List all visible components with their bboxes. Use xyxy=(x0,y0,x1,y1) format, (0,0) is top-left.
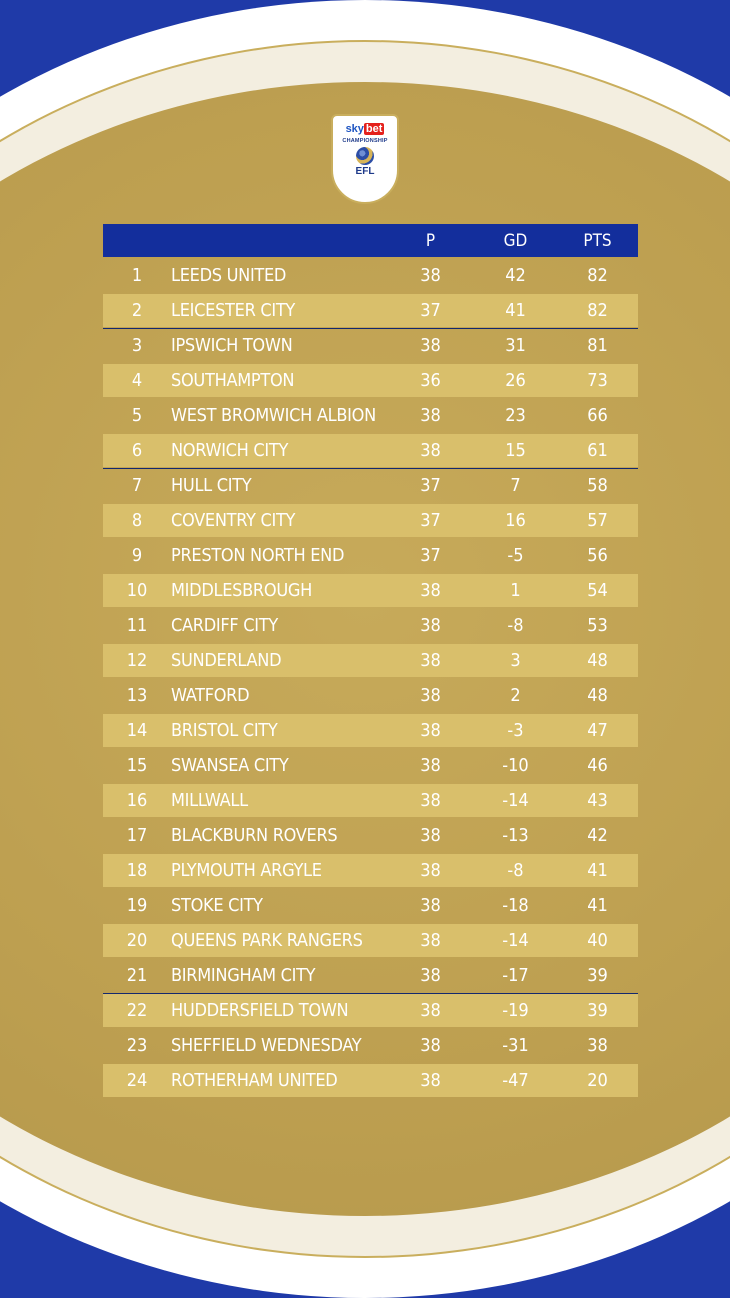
logo-sky: sky xyxy=(345,123,364,135)
table-row xyxy=(103,1064,638,1097)
points-cell: 41 xyxy=(587,860,608,881)
points-cell: 58 xyxy=(587,475,608,496)
points-cell: 43 xyxy=(587,790,608,811)
table-row xyxy=(103,294,638,327)
played-cell: 38 xyxy=(420,1000,441,1021)
played-cell: 38 xyxy=(420,265,441,286)
points-cell: 39 xyxy=(587,1000,608,1021)
position-cell: 22 xyxy=(126,1000,148,1021)
table-row xyxy=(103,854,638,887)
logo-bet: bet xyxy=(365,123,383,135)
logo-sky-text xyxy=(333,123,397,135)
goal-difference-cell: -47 xyxy=(502,1070,529,1091)
played-cell: 38 xyxy=(420,440,441,461)
position-cell: 12 xyxy=(126,650,148,671)
table-row xyxy=(103,259,638,292)
points-cell: 66 xyxy=(587,405,608,426)
played-cell: 38 xyxy=(420,755,441,776)
goal-difference-cell: -18 xyxy=(502,895,529,916)
goal-difference-cell: -13 xyxy=(502,825,529,846)
points-cell: 39 xyxy=(587,965,608,986)
goal-difference-cell: -14 xyxy=(502,790,529,811)
points-cell: 48 xyxy=(587,685,608,706)
played-cell: 36 xyxy=(420,370,441,391)
played-cell: 38 xyxy=(420,615,441,636)
position-cell: 23 xyxy=(126,1035,148,1056)
table-row xyxy=(103,784,638,817)
table-row xyxy=(103,819,638,852)
played-cell: 38 xyxy=(420,1070,441,1091)
played-cell: 38 xyxy=(420,930,441,951)
played-cell: 37 xyxy=(420,300,441,321)
sky-bet-championship-logo xyxy=(331,114,399,204)
goal-difference-cell: 7 xyxy=(510,475,521,496)
points-cell: 56 xyxy=(587,545,608,566)
position-cell: 8 xyxy=(131,510,143,531)
goal-difference-cell: -10 xyxy=(502,755,529,776)
goal-difference-cell: 16 xyxy=(505,510,526,531)
team-name-cell: WATFORD xyxy=(171,685,250,706)
team-name-cell: QUEENS PARK RANGERS xyxy=(171,930,363,951)
position-cell: 6 xyxy=(131,440,143,461)
goal-difference-cell: 41 xyxy=(505,300,526,321)
goal-difference-cell: 1 xyxy=(510,580,521,601)
table-row xyxy=(103,609,638,642)
goal-difference-cell: -17 xyxy=(502,965,529,986)
position-cell: 13 xyxy=(126,685,148,706)
team-name-cell: HULL CITY xyxy=(171,475,252,496)
played-cell: 38 xyxy=(420,685,441,706)
position-cell: 20 xyxy=(126,930,148,951)
position-cell: 4 xyxy=(131,370,143,391)
position-cell: 7 xyxy=(131,475,143,496)
points-cell: 73 xyxy=(587,370,608,391)
points-cell: 41 xyxy=(587,895,608,916)
goal-difference-cell: -8 xyxy=(507,860,524,881)
team-name-cell: STOKE CITY xyxy=(171,895,263,916)
team-name-cell: PRESTON NORTH END xyxy=(171,545,345,566)
goal-difference-cell: -31 xyxy=(502,1035,529,1056)
table-row xyxy=(103,364,638,397)
position-cell: 18 xyxy=(126,860,148,881)
table-row xyxy=(103,574,638,607)
points-cell: 20 xyxy=(587,1070,608,1091)
points-cell: 42 xyxy=(587,825,608,846)
team-name-cell: HUDDERSFIELD TOWN xyxy=(171,1000,349,1021)
team-name-cell: SWANSEA CITY xyxy=(171,755,289,776)
position-cell: 1 xyxy=(131,265,143,286)
table-row xyxy=(103,714,638,747)
team-name-cell: WEST BROMWICH ALBION xyxy=(171,405,376,426)
table-row xyxy=(103,679,638,712)
goal-difference-cell: -3 xyxy=(507,720,524,741)
played-cell: 38 xyxy=(420,1035,441,1056)
table-row xyxy=(103,749,638,782)
header-played: P xyxy=(425,231,436,251)
position-cell: 19 xyxy=(126,895,148,916)
played-cell: 38 xyxy=(420,895,441,916)
played-cell: 38 xyxy=(420,860,441,881)
team-name-cell: ROTHERHAM UNITED xyxy=(171,1070,338,1091)
goal-difference-cell: 2 xyxy=(510,685,521,706)
header-points: PTS xyxy=(583,231,612,251)
table-row xyxy=(103,504,638,537)
table-row xyxy=(103,329,638,362)
team-name-cell: SOUTHAMPTON xyxy=(171,370,295,391)
position-cell: 3 xyxy=(131,335,143,356)
team-name-cell: LEEDS UNITED xyxy=(171,265,287,286)
points-cell: 82 xyxy=(587,300,608,321)
goal-difference-cell: -5 xyxy=(507,545,524,566)
team-name-cell: IPSWICH TOWN xyxy=(171,335,293,356)
team-name-cell: PLYMOUTH ARGYLE xyxy=(171,860,322,881)
points-cell: 46 xyxy=(587,755,608,776)
table-header xyxy=(103,224,638,257)
position-cell: 11 xyxy=(126,615,148,636)
team-name-cell: SUNDERLAND xyxy=(171,650,282,671)
played-cell: 38 xyxy=(420,335,441,356)
played-cell: 38 xyxy=(420,580,441,601)
played-cell: 38 xyxy=(420,965,441,986)
goal-difference-cell: 23 xyxy=(505,405,526,426)
played-cell: 37 xyxy=(420,510,441,531)
team-name-cell: CARDIFF CITY xyxy=(171,615,278,636)
played-cell: 38 xyxy=(420,405,441,426)
goal-difference-cell: 31 xyxy=(505,335,526,356)
played-cell: 37 xyxy=(420,545,441,566)
team-name-cell: BRISTOL CITY xyxy=(171,720,278,741)
table-row xyxy=(103,1029,638,1062)
played-cell: 37 xyxy=(420,475,441,496)
table-row xyxy=(103,644,638,677)
table-body xyxy=(103,259,638,1097)
logo-championship-text: CHAMPIONSHIP xyxy=(342,138,388,144)
team-name-cell: BLACKBURN ROVERS xyxy=(171,825,338,846)
points-cell: 81 xyxy=(587,335,608,356)
played-cell: 38 xyxy=(420,650,441,671)
position-cell: 21 xyxy=(126,965,148,986)
goal-difference-cell: -14 xyxy=(502,930,529,951)
team-name-cell: NORWICH CITY xyxy=(171,440,289,461)
table-row xyxy=(103,434,638,467)
table-row xyxy=(103,539,638,572)
table-row xyxy=(103,959,638,992)
points-cell: 57 xyxy=(587,510,608,531)
points-cell: 40 xyxy=(587,930,608,951)
table-row xyxy=(103,469,638,502)
table-row xyxy=(103,399,638,432)
league-table xyxy=(103,224,638,1097)
points-cell: 61 xyxy=(587,440,608,461)
team-name-cell: MIDDLESBROUGH xyxy=(171,580,313,601)
team-name-cell: COVENTRY CITY xyxy=(171,510,296,531)
team-name-cell: MILLWALL xyxy=(171,790,248,811)
position-cell: 14 xyxy=(126,720,148,741)
table-row xyxy=(103,994,638,1027)
team-name-cell: BIRMINGHAM CITY xyxy=(171,965,316,986)
goal-difference-cell: 15 xyxy=(505,440,526,461)
position-cell: 5 xyxy=(131,405,143,426)
team-name-cell: SHEFFIELD WEDNESDAY xyxy=(171,1035,362,1056)
goal-difference-cell: 26 xyxy=(505,370,526,391)
points-cell: 82 xyxy=(587,265,608,286)
played-cell: 38 xyxy=(420,790,441,811)
goal-difference-cell: -19 xyxy=(502,1000,529,1021)
points-cell: 53 xyxy=(587,615,608,636)
position-cell: 24 xyxy=(126,1070,148,1091)
position-cell: 15 xyxy=(126,755,148,776)
points-cell: 54 xyxy=(587,580,608,601)
goal-difference-cell: 42 xyxy=(505,265,526,286)
goal-difference-cell: 3 xyxy=(510,650,521,671)
goal-difference-cell: -8 xyxy=(507,615,524,636)
position-cell: 10 xyxy=(126,580,148,601)
table-row xyxy=(103,924,638,957)
played-cell: 38 xyxy=(420,825,441,846)
team-name-cell: LEICESTER CITY xyxy=(171,300,296,321)
header-goal-difference: GD xyxy=(503,231,528,251)
played-cell: 38 xyxy=(420,720,441,741)
logo-efl-text: EFL xyxy=(355,166,375,177)
position-cell: 16 xyxy=(126,790,148,811)
position-cell: 9 xyxy=(131,545,143,566)
points-cell: 38 xyxy=(587,1035,608,1056)
table-row xyxy=(103,889,638,922)
position-cell: 2 xyxy=(131,300,143,321)
points-cell: 47 xyxy=(587,720,608,741)
football-icon xyxy=(356,147,374,165)
points-cell: 48 xyxy=(587,650,608,671)
position-cell: 17 xyxy=(126,825,148,846)
